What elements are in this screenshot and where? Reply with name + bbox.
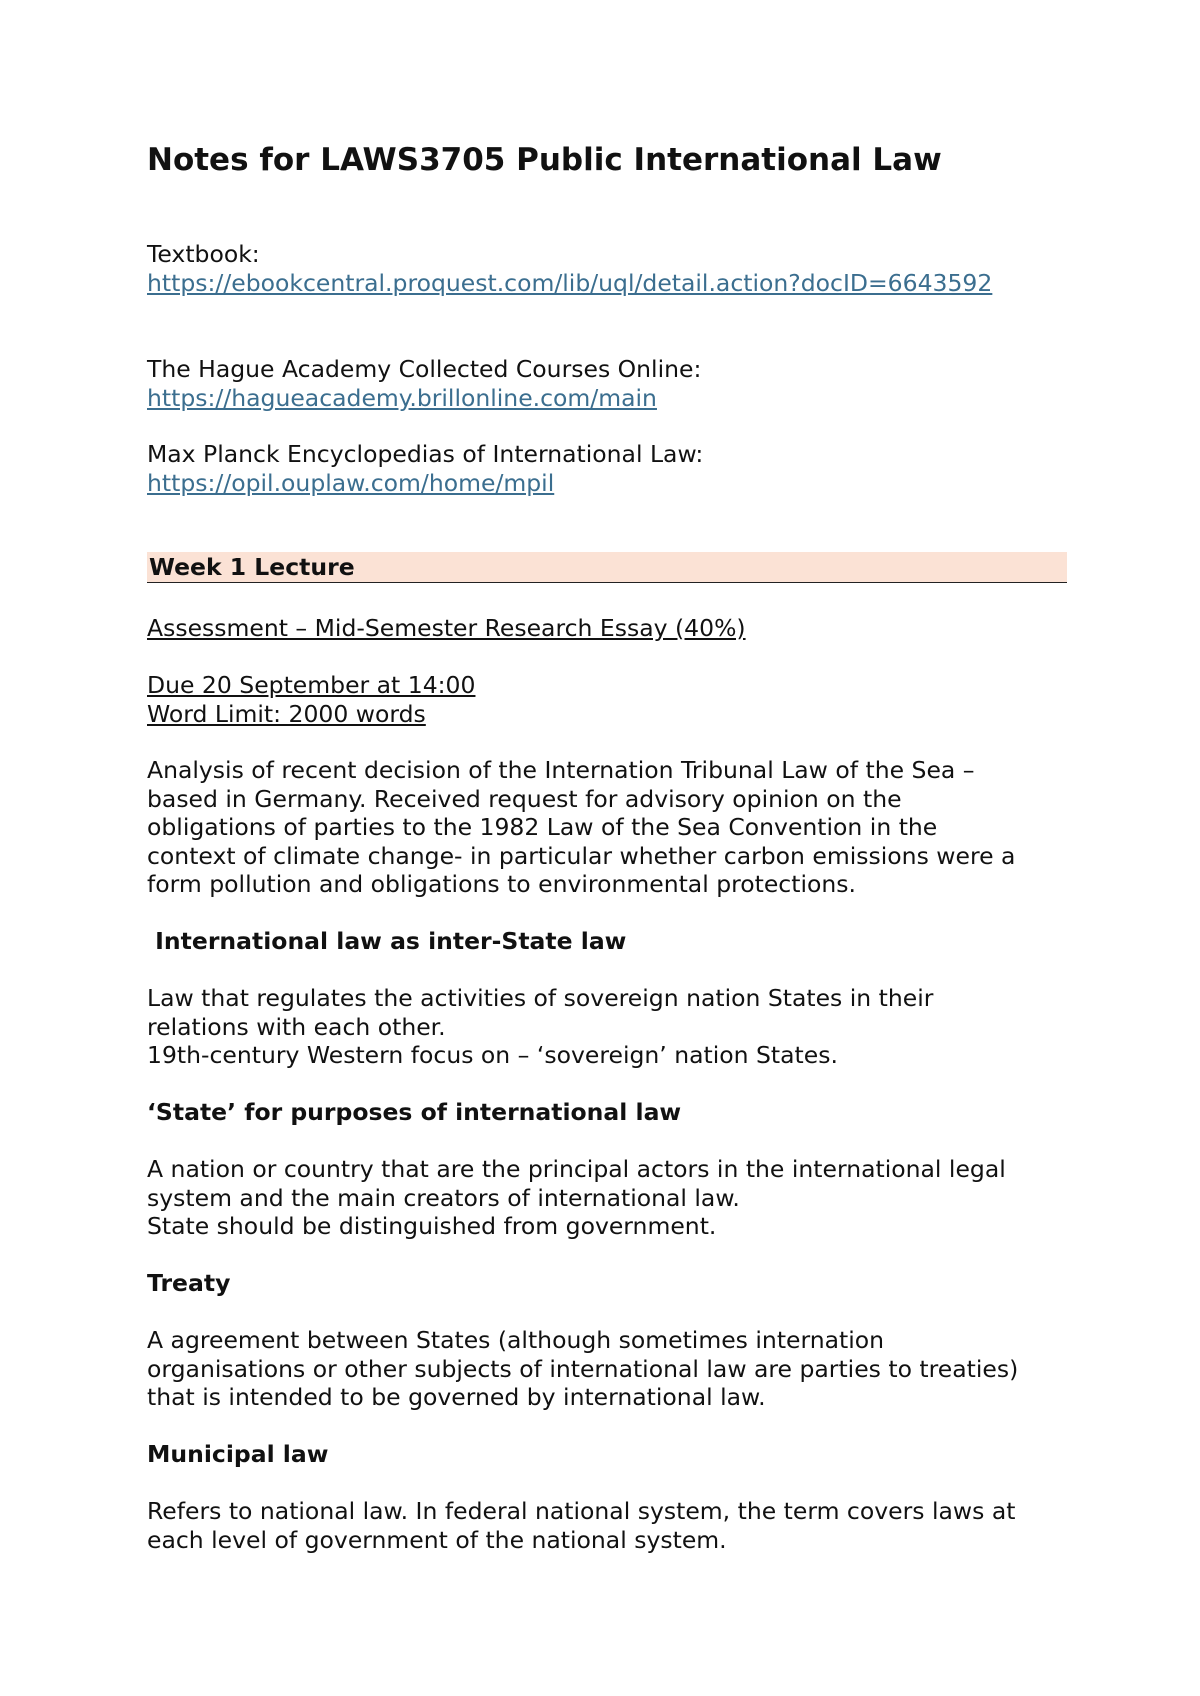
paragraph-line: A nation or country that are the principal actors in the international legal xyxy=(147,1155,1006,1183)
section-heading: Municipal law xyxy=(147,1440,329,1468)
paragraph-line: that is intended to be governed by international law. xyxy=(147,1383,766,1411)
paragraph-line: based in Germany. Received request for advisory opinion on the xyxy=(147,784,902,813)
assessment-details xyxy=(147,671,1067,728)
paragraph-line: Law that regulates the activities of sovereign nation States in their xyxy=(147,984,934,1012)
resource-label: Textbook: xyxy=(147,240,260,268)
section-heading-block xyxy=(147,1098,1067,1127)
section-heading: International law as inter-State law xyxy=(147,927,627,955)
resource-label: The Hague Academy Collected Courses Online: xyxy=(147,355,702,383)
paragraph-line: each level of government of the national system. xyxy=(147,1525,727,1554)
week-heading: Week 1 Lecture xyxy=(149,553,355,581)
paragraph-line: organisations or other subjects of international law are parties to treaties) xyxy=(147,1354,1019,1383)
resource-hague-academy xyxy=(147,355,1067,412)
paragraph-line: context of climate change- in particular whether carbon emissions were a xyxy=(147,841,1016,870)
resource-max-planck xyxy=(147,440,1067,497)
paragraph-line: Refers to national law. In federal national system, the term covers laws at xyxy=(147,1497,1016,1525)
section-body xyxy=(147,984,1067,1070)
assessment-title-block xyxy=(147,614,1067,643)
section-body xyxy=(147,1326,1067,1412)
section-heading: Treaty xyxy=(147,1269,231,1297)
week-heading-bar xyxy=(147,552,1067,583)
paragraph-line: 19th-century Western focus on – ‘sovereign’ nation States. xyxy=(147,1041,838,1069)
section-heading-block xyxy=(147,1440,1067,1469)
assessment-title: Assessment – Mid-Semester Research Essay (40%) xyxy=(147,614,746,642)
paragraph-line: relations with each other. xyxy=(147,1012,446,1041)
section-heading: ‘State’ for purposes of international law xyxy=(147,1098,682,1126)
paragraph-line: A agreement between States (although sometimes internation xyxy=(147,1326,885,1354)
assessment-due: Due 20 September at 14:00 xyxy=(147,671,476,699)
analysis-paragraph xyxy=(147,756,1067,899)
assessment-word-limit: Word Limit: 2000 words xyxy=(147,699,426,728)
resource-textbook xyxy=(147,240,1067,297)
hague-academy-link[interactable]: https://hagueacademy.brillonline.com/main xyxy=(147,383,657,412)
paragraph-line: State should be distinguished from government. xyxy=(147,1212,717,1240)
document-title: Notes for LAWS3705 Public International Law xyxy=(147,142,942,178)
section-heading-block xyxy=(147,927,1067,956)
paragraph-line: Analysis of recent decision of the Internation Tribunal Law of the Sea – xyxy=(147,756,975,784)
textbook-link[interactable]: https://ebookcentral.proquest.com/lib/uql/detail.action?docID=6643592 xyxy=(147,268,993,297)
paragraph-line: form pollution and obligations to environmental protections. xyxy=(147,870,856,898)
paragraph-line: system and the main creators of international law. xyxy=(147,1183,740,1212)
resource-label: Max Planck Encyclopedias of International Law: xyxy=(147,440,704,468)
max-planck-link[interactable]: https://opil.ouplaw.com/home/mpil xyxy=(147,468,555,497)
paragraph-line: obligations of parties to the 1982 Law of the Sea Convention in the xyxy=(147,813,938,841)
section-body xyxy=(147,1497,1067,1554)
section-heading-block xyxy=(147,1269,1067,1298)
section-body xyxy=(147,1155,1067,1241)
